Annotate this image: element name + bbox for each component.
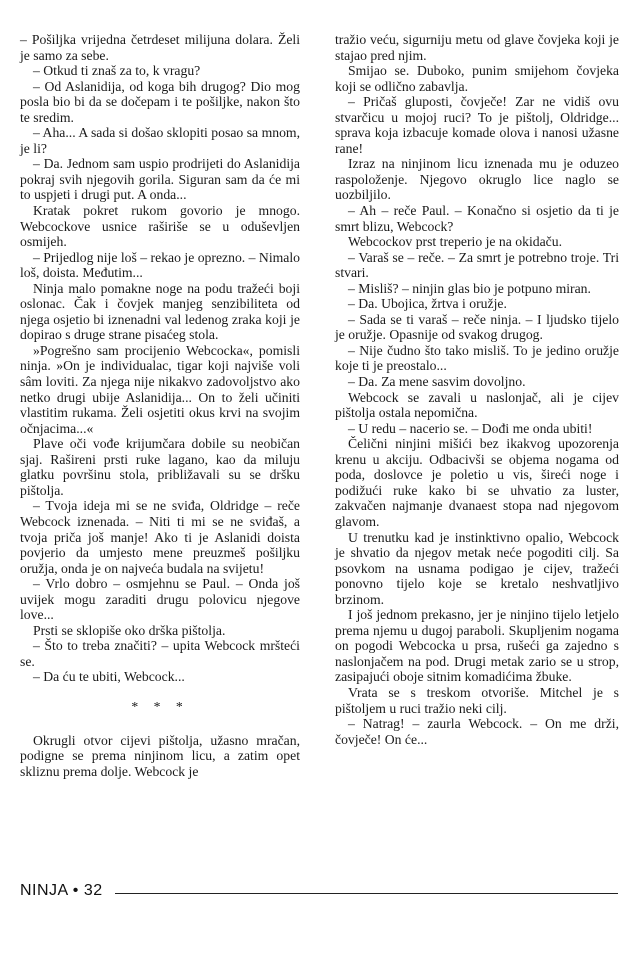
paragraph: – Prijedlog nije loš – rekao je oprezno. – Nimalo loš, doista. Međutim... [20, 249, 300, 281]
page-footer [20, 879, 618, 903]
paragraph: – Pričaš gluposti, čovječe! Zar ne vidiš ovu stvarčicu u mojoj ruci? To je pištolj, Oldridge... sprava koja izbacuje komade olova i nanosi užasne rane! [335, 94, 619, 156]
paragraph: Kratak pokret rukom govorio je mnogo. Webcockove usnice raširiše se u oduševljen osmijeh. [20, 203, 300, 250]
paragraph: – Vrlo dobro – osmjehnu se Paul. – Onda još uvijek mogu zaraditi drugu polovicu njegove love... [20, 576, 300, 623]
paragraph: – Da. Jednom sam uspio prodrijeti do Aslanidija pokraj svih njegovih gorila. Siguran sam da će mi to uspjeti i drugi put. A onda... [20, 156, 300, 203]
paragraph: Prsti se sklopiše oko drška pištolja. [33, 622, 226, 638]
paragraph: – Ah – reče Paul. – Konačno si osjetio da ti je smrt blizu, Webcock? [335, 203, 619, 234]
paragraph: Webcockov prst treperio je na okidaču. [348, 234, 563, 250]
right-column [335, 32, 619, 747]
paragraph: – Varaš se – reče. – Za smrt je potrebno troje. Tri stvari. [335, 249, 619, 281]
paragraph: – Misliš? – ninjin glas bio je potpuno miran. [348, 280, 591, 296]
paragraph: Izraz na ninjinom licu iznenada mu je oduzeo raspoloženje. Njegovo okruglo lice naglo se uozbiljilo. [335, 156, 619, 203]
page-folio: NINJA • 32 [20, 882, 103, 899]
footer-rule [115, 893, 618, 894]
paragraph: – Aha... A sada si došao sklopiti posao sa mnom, je li? [20, 125, 300, 156]
paragraph: Ninja malo pomakne noge na podu tražeći boji oslonac. Čak i čovjek manjeg senzibiliteta od njega osjetio bi iznenadni val ledenog zraka koji je dopirao s druge strane pisaćeg stola. [20, 280, 300, 343]
paragraph: I još jednom prekasno, jer je ninjino tijelo letjelo prema njemu u dugoj paraboli. Skupljenim nogama on pogodi Webcocka u prsa, rušeći ga zajedno s naslonjačem na pod. Drugi metak zario se u strop, zasipajući oboje sitnim komadićima žbuke. [335, 607, 619, 685]
paragraph: »Pogrešno sam procijenio Webcocka«, pomisli ninja. »On je individualac, tigar koji najviše voli sâm loviti. Za njega nije nikakvo zadovoljstvo ako netko drugi ubije Aslanidija... On to želi učiniti vlastitim rukama. Želi osjetiti okus krvi na svojim očnjacima...« [20, 342, 300, 436]
paragraph: – Pošiljka vrijedna četrdeset milijuna dolara. Želi je samo za sebe. [20, 32, 300, 63]
paragraph: Čelični ninjini mišići bez ikakvog upozorenja krenu u akciju. Odbacivši se objema nogama od poda, doslovce je poletio u vis, šireći noge i podižući ruke kako bi se uhvatio za luster, zakvačen najmanje dvanaest stopa nad njegovom glavom. [335, 436, 619, 529]
paragraph: Smijao se. Duboko, punim smijehom čovjeka koji se odlično zabavlja. [335, 63, 619, 94]
paragraph: – Da ću te ubiti, Webcock... [33, 669, 185, 685]
left-column [20, 32, 300, 779]
paragraph: – Što to treba značiti? – upita Webcock mršteći se. [20, 638, 300, 669]
paragraph: Vrata se s treskom otvoriše. Mitchel je s pištoljem u ruci tražio neki cilj. [335, 684, 619, 716]
paragraph: – Nije čudno što tako misliš. To je jedino oružje koje ti je preostalo... [335, 342, 619, 374]
paragraph: – Natrag! – zaurla Webcock. – On me drži, čovječe! On će... [335, 716, 619, 747]
paragraph: – Tvoja ideja mi se ne sviđa, Oldridge – reče Webcock iznenada. – Niti ti mi se ne sviđaš, a tvoja priča još manje! Ako ti je Aslanidi doista povjerio da umjesto mene preuzmeš pošiljku oružja, onda je on najveća budala na svijetu! [20, 498, 300, 576]
paragraph: – U redu – nacerio se. – Dođi me onda ubiti! [348, 420, 593, 436]
paragraph: – Otkud ti znaš za to, k vragu? [33, 63, 201, 79]
section-separator: * * * [131, 698, 189, 714]
paragraph: – Od Aslanidija, od koga bih drugog? Dio mog posla bio bi da se dočepam i te pošiljke, nakon što te sredim. [20, 78, 300, 125]
paragraph: Webcock se zavali u naslonjač, ali je cijev pištolja ostala nepomična. [335, 389, 619, 421]
paragraph: Okrugli otvor cijevi pištolja, užasno mračan, podigne se prema ninjinom licu, a zatim opet skliznu prema dolje. Webcock je [20, 732, 300, 779]
paragraph: – Sada se ti varaš – reče ninja. – I ljudsko tijelo je oružje. Opasnije od svakog drugog. [335, 311, 619, 343]
paragraph: – Da. Ubojica, žrtva i oružje. [348, 296, 507, 312]
paragraph: U trenutku kad je instinktivno opalio, Webcock je shvatio da njegov metak neće pogoditi cilj. Sa psovkom na usnama podigao je cijev, tražeći ponovno tijelo koje se kretalo neshvatljivo brzinom. [335, 529, 619, 607]
paragraph: tražio veću, sigurniju metu od glave čovjeka koji je stajao pred njim. [335, 32, 619, 63]
paragraph: – Da. Za mene sasvim dovoljno. [348, 374, 526, 390]
paragraph: Plave oči vođe krijumčara dobile su neobičan sjaj. Rašireni prsti ruke lagano, kao da miluju glatku površinu stola, približavali su se dršku pištolja. [20, 436, 300, 498]
